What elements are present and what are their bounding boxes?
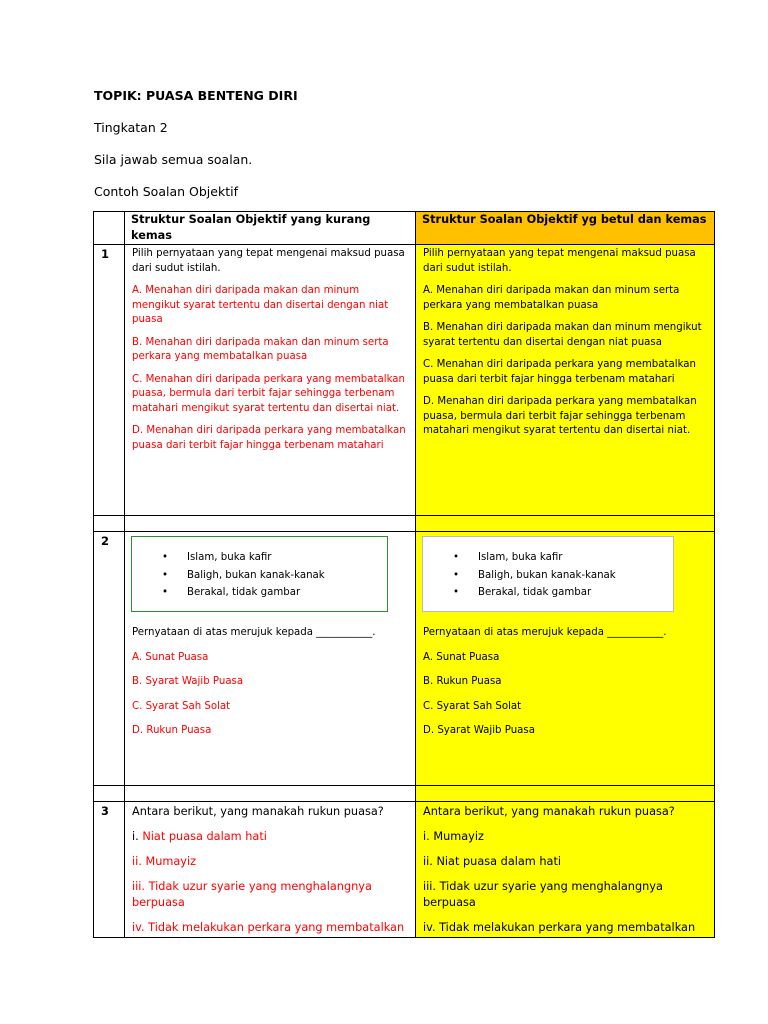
item-label: iv. bbox=[132, 921, 149, 934]
q3-left-item bbox=[132, 829, 407, 845]
q2-right-bullet-box bbox=[422, 536, 674, 612]
q3-left-item bbox=[132, 854, 407, 870]
comparison-table bbox=[93, 211, 715, 938]
bullet-item: • Berakal, tidak gambar bbox=[453, 586, 616, 604]
bullet-item: • Islam, buka kafir bbox=[453, 551, 616, 569]
q1-right-option-c: C. Menahan diri daripada perkara yang membatalkan puasa dari terbit fajar hingga terbenam matahari bbox=[423, 359, 696, 385]
item-text: Tidak melakukan perkara yang membatalkan bbox=[148, 921, 405, 934]
q1-left-option-d: D. Menahan diri daripada perkara yang membatalkan puasa dari terbit fajar hingga terbenam matahari bbox=[132, 425, 406, 451]
item-label: iii. bbox=[132, 880, 149, 893]
spacer-cell bbox=[125, 516, 416, 532]
q3-right-stem: Antara berikut, yang manakah rukun puasa? bbox=[423, 805, 675, 818]
header-blank-cell bbox=[94, 212, 125, 245]
q3-right-item: iv. Tidak melakukan perkara yang membatalkan bbox=[423, 921, 696, 934]
q2-right-option-b: B. Rukun Puasa bbox=[423, 676, 502, 687]
q1-left-option-b: B. Menahan diri daripada makan dan minum serta perkara yang membatalkan puasa bbox=[132, 336, 389, 362]
item-label: ii. bbox=[132, 855, 146, 868]
spacer-cell bbox=[125, 786, 416, 802]
q1-right-stem: Pilih pernyataan yang tepat mengenai maksud puasa dari sudut istilah. bbox=[423, 248, 696, 274]
item-text: Mumayiz bbox=[145, 855, 197, 868]
q2-left-option-a: A. Sunat Puasa bbox=[132, 651, 209, 663]
q3-right-item: iii. Tidak uzur syarie yang menghalangnya berpuasa bbox=[423, 880, 663, 909]
section-title: Contoh Soalan Objektif bbox=[94, 184, 238, 199]
q2-row bbox=[94, 532, 715, 786]
header-left: Struktur Soalan Objektif yang kurang kemas bbox=[125, 212, 416, 245]
q3-right-cell bbox=[416, 802, 715, 938]
item-label: i. bbox=[132, 830, 143, 843]
q2-left-option-c: C. Syarat Sah Solat bbox=[132, 700, 231, 712]
q2-left-cell bbox=[125, 532, 416, 786]
q2-right-option-d: D. Syarat Wajib Puasa bbox=[423, 725, 535, 736]
q1-left-cell bbox=[125, 245, 416, 516]
q3-number: 3 bbox=[94, 802, 125, 938]
q3-right-item: i. Mumayiz bbox=[423, 830, 484, 843]
q1-right-option-b: B. Menahan diri daripada makan dan minum mengikut syarat tertentu dan disertai dengan niat puasa bbox=[423, 322, 702, 348]
q2-left-option-d: D. Rukun Puasa bbox=[132, 725, 212, 736]
q1-left-option-c: C. Menahan diri daripada perkara yang membatalkan puasa, bermula dari terbit fajar sehingga terbenam matahari mengikut syarat tertentu dan disertai niat. bbox=[132, 373, 405, 414]
q3-right-item: ii. Niat puasa dalam hati bbox=[423, 855, 562, 868]
spacer-row bbox=[94, 516, 715, 532]
q1-left-option-a: A. Menahan diri daripada makan dan minum mengikut syarat tertentu dan disertai dengan niat puasa bbox=[132, 285, 389, 325]
q1-number: 1 bbox=[94, 245, 125, 516]
form-level: Tingkatan 2 bbox=[94, 120, 168, 135]
q2-left-stem: Pernyataan di atas merujuk kepada ___________. bbox=[132, 627, 376, 638]
q3-left-stem: Antara berikut, yang manakah rukun puasa? bbox=[132, 805, 384, 818]
table-header-row bbox=[94, 212, 715, 245]
q1-right-cell bbox=[416, 245, 715, 516]
item-text: Tidak uzur syarie yang menghalangnya berpuasa bbox=[132, 880, 372, 909]
item-text: Niat puasa dalam hati bbox=[142, 830, 267, 843]
spacer-cell bbox=[416, 786, 715, 802]
q1-right-option-d: D. Menahan diri daripada perkara yang membatalkan puasa, bermula dari terbit fajar sehingga terbenam matahari mengikut syarat tertentu dan disertai niat. bbox=[423, 396, 697, 436]
bullet-item: • Baligh, bukan kanak-kanak bbox=[453, 569, 616, 587]
q2-number: 2 bbox=[94, 532, 125, 786]
spacer-cell bbox=[94, 516, 125, 532]
q2-right-stem: Pernyataan di atas merujuk kepada ___________. bbox=[423, 627, 667, 638]
q3-left-cell bbox=[125, 802, 416, 938]
header-right: Struktur Soalan Objektif yg betul dan kemas bbox=[416, 212, 715, 245]
topic-heading: TOPIK: PUASA BENTENG DIRI bbox=[94, 88, 298, 103]
q3-left-item bbox=[132, 920, 407, 936]
q2-right-cell bbox=[416, 532, 715, 786]
instruction: Sila jawab semua soalan. bbox=[94, 152, 253, 167]
q1-left-stem: Pilih pernyataan yang tepat mengenai maksud puasa dari sudut istilah. bbox=[132, 248, 405, 274]
q2-left-bullet-box bbox=[131, 536, 388, 612]
q3-row bbox=[94, 802, 715, 938]
spacer-row bbox=[94, 786, 715, 802]
spacer-cell bbox=[416, 516, 715, 532]
bullet-item: • Islam, buka kafir bbox=[162, 551, 325, 569]
q2-left-option-b: B. Syarat Wajib Puasa bbox=[132, 676, 244, 687]
q1-row bbox=[94, 245, 715, 516]
bullet-item: • Berakal, tidak gambar bbox=[162, 586, 325, 604]
q1-right-option-a: A. Menahan diri daripada makan dan minum serta perkara yang membatalkan puasa bbox=[423, 285, 680, 311]
bullet-item: • Baligh, bukan kanak-kanak bbox=[162, 569, 325, 587]
spacer-cell bbox=[94, 786, 125, 802]
q2-right-option-c: C. Syarat Sah Solat bbox=[423, 700, 522, 712]
q3-left-item bbox=[132, 879, 407, 911]
q2-right-option-a: A. Sunat Puasa bbox=[423, 651, 500, 663]
